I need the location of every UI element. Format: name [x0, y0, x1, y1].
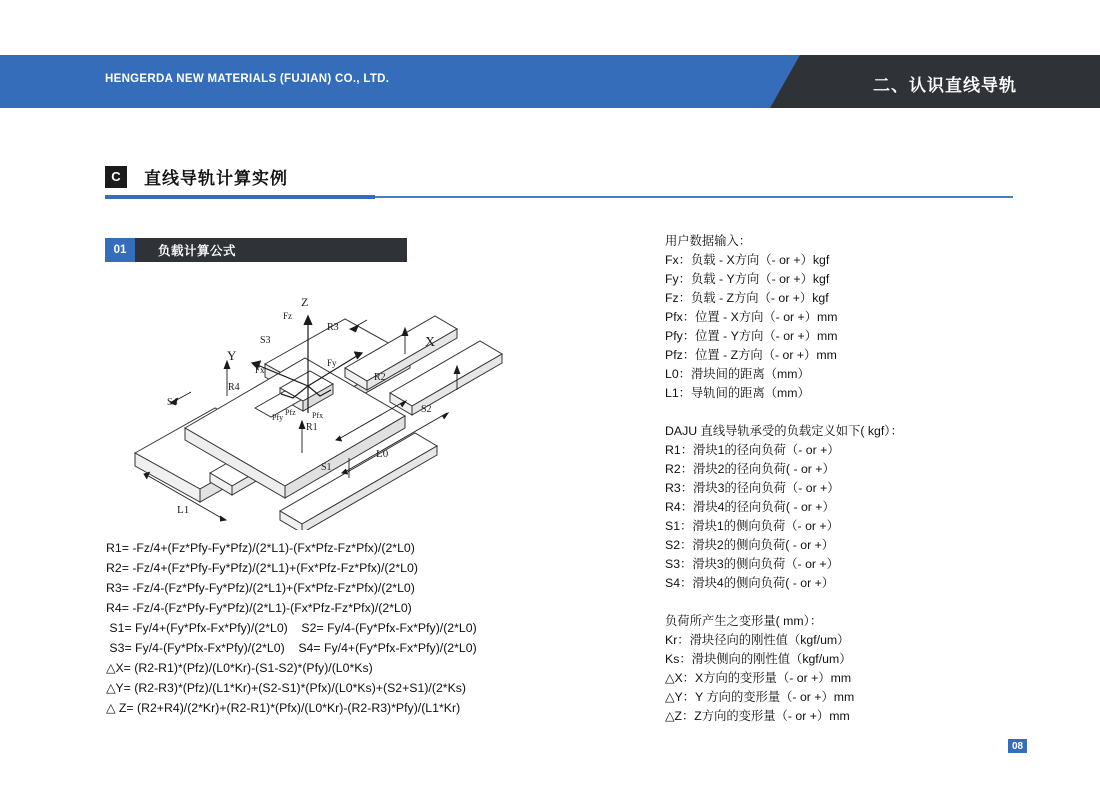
- diagram-label-y: Y: [227, 348, 237, 363]
- definition-line: L0：滑块间的距离（mm）: [665, 367, 810, 381]
- user-input-group: [665, 232, 1065, 403]
- formula-line: R4= -Fz/4-(Fz*Pfy-Fy*Pfz)/(2*L1)-(Fx*Pfz-Fz*Pfx)/(2*L0): [106, 601, 412, 615]
- subsection-label: 负载计算公式: [158, 244, 237, 258]
- section-title-text: 直线导轨计算实例: [144, 169, 288, 188]
- definition-line: S3：滑块3的侧向负荷（- or +）: [665, 557, 839, 571]
- definition-line: Pfz：位置 - Z方向（- or +）mm: [665, 348, 837, 362]
- formula-line: R3= -Fz/4-(Fz*Pfy-Fy*Pfz)/(2*L1)+(Fx*Pfz-Fz*Pfx)/(2*L0): [106, 581, 415, 595]
- definition-line: R3：滑块3的径向负荷（- or +）: [665, 481, 840, 495]
- subsection-number: 01: [105, 238, 135, 262]
- definition-line: Pfx：位置 - X方向（- or +）mm: [665, 310, 838, 324]
- formula-line: S1= Fy/4+(Fy*Pfx-Fx*Pfy)/(2*L0) S2= Fy/4-(Fy*Pfx-Fx*Pfy)/(2*L0): [106, 621, 477, 635]
- diagram-label-fz: Fz: [283, 311, 292, 321]
- diagram-label-pfz: Pfz: [285, 408, 296, 417]
- diagram-label-r2: R2: [374, 372, 386, 383]
- diagram-label-pfy: Pfy: [272, 413, 284, 422]
- diagram-label-r1: R1: [306, 422, 318, 433]
- definition-line: Pfy：位置 - Y方向（- or +）mm: [665, 329, 838, 343]
- diagram-label-z: Z: [301, 295, 309, 309]
- diagram-label-r3: R3: [327, 322, 339, 333]
- formula-line: S3= Fy/4-(Fy*Pfx-Fx*Pfy)/(2*L0) S4= Fy/4+(Fy*Pfx-Fx*Pfy)/(2*L0): [106, 641, 477, 655]
- definition-line: S4：滑块4的侧向负荷( - or +）: [665, 576, 835, 590]
- diagram-label-x: X: [425, 335, 436, 350]
- diagram-label-pfx: Pfx: [312, 411, 324, 420]
- definition-line: Kr：滑块径向的刚性值（kgf/um）: [665, 633, 850, 647]
- diagram-label-s3: S3: [260, 335, 271, 346]
- definition-line: Ks：滑块侧向的刚性值（kgf/um）: [665, 652, 852, 666]
- page-number: 08: [1008, 739, 1027, 753]
- section-badge: C: [105, 166, 127, 188]
- definition-line: △Y：Y 方向的变形量（- or +）mm: [665, 690, 855, 704]
- chapter-title: 二、认识直线导轨: [873, 76, 1017, 95]
- definition-line: S1：滑块1的侧向负荷（- or +）: [665, 519, 839, 533]
- diagram-label-l1: L1: [177, 504, 190, 516]
- definition-line: L1：导轨间的距离（mm）: [665, 386, 810, 400]
- load-definition-title: DAJU 直线导轨承受的负载定义如下( kgf）：: [665, 424, 903, 438]
- definition-line: S2：滑块2的侧向负荷( - or +）: [665, 538, 835, 552]
- formula-line: △X= (R2-R1)*(Pfz)/(L0*Kr)-(S1-S2)*(Pfy)/(L0*Ks): [106, 661, 373, 675]
- diagram-label-s1: S1: [321, 462, 332, 473]
- diagram-label-s2: S2: [421, 404, 432, 415]
- user-input-title: 用户数据输入：: [665, 234, 752, 248]
- section-rule-thin: [375, 196, 1013, 198]
- definition-line: Fy：负载 - Y方向（- or +）kgf: [665, 272, 830, 286]
- definition-line: R2：滑块2的径向负荷( - or +）: [665, 462, 835, 476]
- page-header: [0, 55, 1100, 108]
- formula-line: R2= -Fz/4+(Fz*Pfy-Fy*Pfz)/(2*L1)+(Fx*Pfz-Fz*Pfx)/(2*L0): [106, 561, 418, 575]
- subsection-header: [105, 238, 407, 262]
- formula-line: △Y= (R2-R3)*(Pfz)/(L1*Kr)+(S2-S1)*(Pfx)/(L0*Ks)+(S2+S1)/(2*Ks): [106, 681, 467, 695]
- deformation-title: 负荷所产生之变形量( mm）：: [665, 614, 823, 628]
- section-rule-thick: [105, 195, 375, 199]
- formula-line: △ Z= (R2+R4)/(2*Kr)+(R2-R1)*(Pfx)/(L0*Kr)-(R2-R3)*Pfy)/(L1*Kr): [106, 701, 461, 715]
- definitions-column: [665, 232, 1065, 726]
- diagram-label-fx: Fx: [255, 365, 265, 375]
- definition-line: Fz：负载 - Z方向（- or +）kgf: [665, 291, 829, 305]
- diagram-label-r4: R4: [228, 382, 240, 393]
- definition-line: △Z：Z方向的变形量（- or +）mm: [665, 709, 850, 723]
- section-title: [105, 164, 288, 189]
- definition-line: R1：滑块1的径向负荷（- or +）: [665, 443, 840, 457]
- load-definition-group: [665, 422, 1065, 593]
- diagram-label-fy: Fy: [327, 358, 337, 368]
- definition-line: Fx：负载 - X方向（- or +）kgf: [665, 253, 830, 267]
- company-name: HENGERDA NEW MATERIALS (FUJIAN) CO., LTD.: [105, 73, 390, 85]
- definition-line: △X：X方向的变形量（- or +）mm: [665, 671, 852, 685]
- formula-line: R1= -Fz/4+(Fz*Pfy-Fy*Pfz)/(2*L1)-(Fx*Pfz-Fz*Pfx)/(2*L0): [106, 541, 415, 555]
- formula-list: [106, 538, 666, 718]
- linear-guide-diagram: [105, 268, 535, 530]
- diagram-label-s4: S4: [167, 397, 178, 408]
- definition-line: R4：滑块4的径向负荷( - or +）: [665, 500, 835, 514]
- diagram-label-l0: L0: [376, 448, 389, 460]
- deformation-group: [665, 612, 1065, 726]
